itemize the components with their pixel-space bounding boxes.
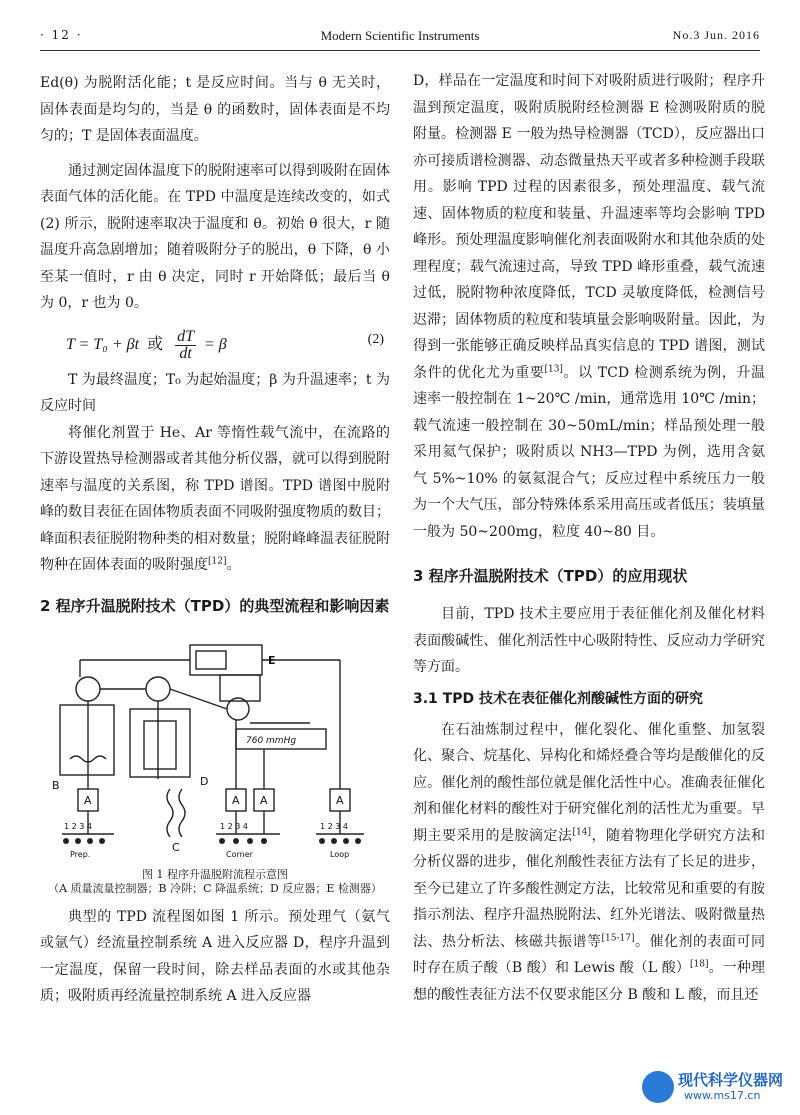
sample-loop-box [220,675,260,701]
digits-label: 1 2 3 4 [320,821,348,831]
label-C: C [172,840,180,854]
valve-icon [146,677,170,701]
issue-info: No.3 Jun. 2016 [672,28,760,42]
label-E: E [268,653,276,667]
loop-label: Loop [330,849,350,859]
citation: [15-17] [601,932,635,943]
paragraph-text: 。催化剂的表面可同时存在质子酸（B 酸）和 Lewis 酸（L 酸） [413,933,766,976]
equation-2 [40,319,390,363]
watermark-logo-icon [642,1071,674,1103]
digits-label: 1 2 3 4 [64,821,92,831]
paragraph: T 为最终温度；T₀ 为起始温度；β 为升温速率；t 为反应时间 [40,371,390,414]
equation-rhs: = β [204,335,227,353]
figure-legend: （A 质量流量控制器；B 冷阱；C 降温系统；D 反应器；E 检测器） [48,881,382,895]
citation: [13] [544,363,563,374]
paragraph: Ed(θ) 为脱附活化能；t 是反应时间。当与 θ 无关时，固体表面是均匀的，当是 θ 的函数时，固体表面是不均匀的；T 是固体表面温度。 [40,75,390,144]
label-A: A [336,793,344,807]
section-heading: 3 程序升温脱附技术（TPD）的应用现状 [413,567,688,585]
equation-fraction [175,329,196,362]
fraction-denominator: dt [179,344,192,362]
paragraph-text: D，样品在一定温度和时间下对吸附质进行吸附；程序升温到预定温度，吸附质脱附经检测器 E 检测吸附质的脱附量。检测器 E 一般为热导检测器（TCD），反应器出口亦可接质谱检测器、动态微量热天平或者多种检测手段联用。影响 TPD 过程的因素很多，预处理温度、载气流速、固体物质的粒度和装量、升温速率等均会影响 TPD 峰形。预处理温度影响催化剂表面吸附水和其他杂质的处理程度；载气流速过高，导致 TPD 峰形重叠，载气流速过低，脱附物种浓度降低，TCD 灵敏度降低，检测信号迟滞；固体物质的粒度和装填量会影响吸附量。因此，为得到一张能够正确反映样品真实信息的 TPD 谱图，测试条件的优化尤为重要 [413,73,765,381]
label-D: D [200,774,209,788]
equation-number: (2) [367,331,384,347]
journal-name: Modern Scientific Instruments [320,28,480,43]
equation-lhs: T = T₀ + βt [66,335,140,353]
label-A: A [232,793,240,807]
citation: [14] [572,826,591,837]
reactor-tube [144,721,176,769]
paragraph: 目前，TPD 技术主要应用于表征催化剂及催化材料表面酸碱性、催化剂活性中心吸附特性、反应动力学研究等方面。 [413,606,765,675]
digits-label: 1 2 3 4 [220,821,248,831]
label-A: A [84,793,92,807]
paragraph: 将催化剂置于 He、Ar 等惰性载气流中，在流路的下游设置热导检测器或者其他分析仪器，就可以得到脱附速率与温度的关系图，称 TPD 谱图。TPD 谱图中脱附峰的数目表征在固体物质表面不同吸附强度物质的数目；峰面积表征脱附物种类的相对数量；脱附峰峰温表征脱附物种在固体表面的吸附强度[12]。 [40,424,390,573]
running-header [40,28,760,48]
cold-trap-bath [60,705,114,775]
label-B: B [52,778,60,792]
paragraph: 典型的 TPD 流程图如图 1 所示。预处理气（氨气或氩气）经流量控制系统 A 进入反应器 D，程序升温到一定温度，保留一段时间，除去样品表面的水或其他杂质；吸附质再经流量控制系统 A 进入反应器 [40,908,390,1004]
citation: [12] [208,556,227,567]
cooling-icon [167,789,173,837]
watermark-name: 现代科学仪器网 [678,1071,784,1089]
paragraph-text: 。以 TCD 检测系统为例，升温速率一般控制在 1~20℃ /min，通常选用 10℃ /min；载气流速一般控制在 30~50mL/min；样品预处理一般采用氦气保护；吸附质以 NH3—TPD 为例，选用含氨气 5%~10% 的氨氦混合气；反应过程中系统压力一般为一个大气压，部分特殊体系采用高压或者低压；装填量一般为 50~200mg，粒度 40~80 目。 [413,364,765,540]
section-heading: 2 程序升温脱附技术（TPD）的典型流程和影响因素 [40,596,390,615]
pressure-label: 760 mmHg [246,735,297,746]
prep-label: Prep. [70,849,91,859]
paragraph-text: 在石油炼制过程中，催化裂化、催化重整、加氢裂化、聚合、烷基化、异构化和烯烃叠合等均是酸催化的反应。催化剂的酸性部位就是催化活性中心。准确表征催化剂和催化材料的酸性对于研究催化剂的活性尤为重要。早期主要采用的是胺滴定法 [413,721,765,844]
site-watermark [638,1067,793,1109]
paragraph [413,68,765,545]
paragraph [413,717,765,1009]
cooling-icon [179,789,185,837]
paragraph-text: 。一种理想的酸性表征方法不仅要求能区分 B 酸和 L 酸，而且还 [413,960,765,1003]
watermark-url: www.ms17.cn [684,1089,761,1102]
fraction-numerator: dT [177,327,194,345]
flow-diagram-svg [40,639,390,864]
valve-icon [76,677,100,701]
figure-caption: 图 1 程序升温脱附流程示意图 [142,867,288,881]
furnace-box [130,709,190,777]
paragraph-text: ，随着物理化学研究方法和分析仪器的进步，催化剂酸性表征方法有了长足的进步，至今已建立了许多酸性测定方法，比较常见和重要的有胺指示剂法、程序升温热脱附法、红外光谱法、吸附微量热法、热分析法、核磁共振谱等 [413,827,766,950]
equation-or: 或 [147,335,164,353]
detector-cell [196,651,226,669]
corner-label: Corner [226,849,253,859]
subsection-heading: 3.1 TPD 技术在表征催化剂酸碱性方面的研究 [413,690,703,707]
paragraph-text: 将催化剂置于 He、Ar 等惰性载气流中，在流路的下游设置热导检测器或者其他分析仪器，就可以得到脱附速率与温度的关系图，称 TPD 谱图。TPD 谱图中脱附峰的数目表征在固体物质表面不同吸附强度物质的数目；峰面积表征脱附物种类的相对数量；脱附峰峰温表征脱附物种在固体表面的吸附强度 [40,424,390,573]
paragraph: 通过测定固体温度下的脱附速率可以得到吸附在固体表面气体的活化能。在 TPD 中温度是连续改变的，如式(2) 所示，脱附速率取决于温度和 θ。初始 θ 很大，r 随温度升高急剧增加；随着吸附分子的脱出，θ 下降，θ 小至某一值时，r 由 θ 决定，同时 r 开始降低；最后当 θ 为 0，r 也为 0。 [40,162,390,311]
label-A: A [260,793,268,807]
left-column [40,70,390,1010]
page-number: · 12 · [40,28,83,42]
right-column [413,68,765,1008]
header-rule [40,50,760,51]
citation: [18] [689,959,709,970]
tpd-flow-diagram [40,639,390,864]
